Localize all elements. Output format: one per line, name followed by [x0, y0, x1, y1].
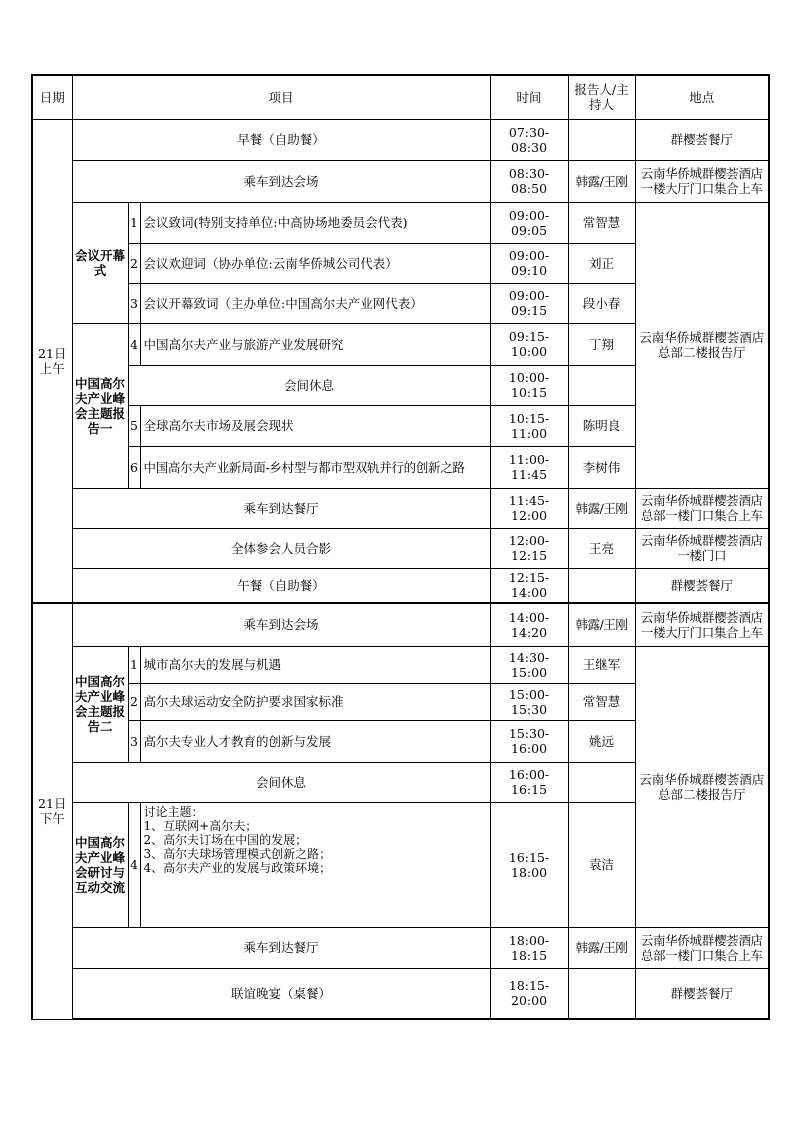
header-item: 项目 [72, 75, 490, 119]
row-time: 15:30-16:00 [490, 720, 568, 762]
table-row [32, 528, 769, 568]
table-row [32, 202, 769, 243]
row-item: 会间休息 [72, 762, 490, 802]
row-person: 韩露/王刚 [568, 160, 635, 202]
row-number: 6 [128, 446, 140, 488]
row-person: 韩露/王刚 [568, 603, 635, 646]
row-item: 高尔夫专业人才教育的创新与发展 [140, 720, 490, 762]
schedule-table [31, 74, 770, 1020]
row-person: 韩露/王刚 [568, 488, 635, 528]
discussion-line: 2、高尔夫订场在中国的发展； [143, 832, 308, 847]
row-person: 陈明良 [568, 405, 635, 446]
header-time: 时间 [490, 75, 568, 119]
row-person: 姚远 [568, 720, 635, 762]
row-person [568, 365, 635, 405]
row-person [568, 119, 635, 160]
row-time: 11:00-11:45 [490, 446, 568, 488]
row-item: 会议致词(特别支持单位:中高协场地委员会代表) [140, 202, 490, 243]
row-location: 云南华侨城群樱荟酒店一楼大厅门口集合上车 [635, 603, 769, 646]
row-person: 李树伟 [568, 446, 635, 488]
row-time: 12:00-12:15 [490, 528, 568, 568]
date-am: 21日上午 [32, 119, 72, 603]
row-item: 会间休息 [128, 365, 490, 405]
row-location: 群樱荟餐厅 [635, 568, 769, 603]
row-person: 王继军 [568, 646, 635, 683]
table-row [32, 160, 769, 202]
date-pm: 21日下午 [32, 603, 72, 1019]
discussion-line: 3、高尔夫球场管理模式创新之路； [143, 846, 332, 861]
row-time: 07:30-08:30 [490, 119, 568, 160]
group-opening: 会议开幕式 [72, 202, 128, 323]
row-item: 联谊晚宴（桌餐） [72, 968, 490, 1019]
row-item: 乘车到达餐厅 [72, 927, 490, 968]
table-row [32, 119, 769, 160]
row-time: 09:00-09:15 [490, 283, 568, 323]
row-item: 高尔夫球运动安全防护要求国家标准 [140, 683, 490, 720]
row-number: 2 [128, 243, 140, 283]
row-time: 09:00-09:10 [490, 243, 568, 283]
row-time: 14:30-15:00 [490, 646, 568, 683]
row-item: 午餐（自助餐） [72, 568, 490, 603]
row-time: 11:45-12:00 [490, 488, 568, 528]
table-row [32, 646, 769, 683]
location-main-hall-pm: 云南华侨城群樱荟酒店总部二楼报告厅 [635, 646, 769, 927]
row-number: 3 [128, 283, 140, 323]
row-number: 4 [128, 802, 140, 927]
row-item: 乘车到达餐厅 [72, 488, 490, 528]
header-reporter: 报告人/主持人 [568, 75, 635, 119]
header-location: 地点 [635, 75, 769, 119]
row-person: 常智慧 [568, 202, 635, 243]
row-item: 乘车到达会场 [72, 160, 490, 202]
row-person: 袁洁 [568, 802, 635, 927]
row-time: 18:15-20:00 [490, 968, 568, 1019]
row-number: 2 [128, 683, 140, 720]
row-number: 3 [128, 720, 140, 762]
row-item: 会议开幕致词（主办单位:中国高尔夫产业网代表） [140, 283, 490, 323]
row-time: 10:00-10:15 [490, 365, 568, 405]
table-row [32, 488, 769, 528]
row-location: 云南华侨城群樱荟酒店总部一楼门口集合上车 [635, 488, 769, 528]
row-time: 10:15-11:00 [490, 405, 568, 446]
row-time: 18:00-18:15 [490, 927, 568, 968]
row-location: 云南华侨城群樱荟酒店一楼大厅门口集合上车 [635, 160, 769, 202]
row-item: 全球高尔夫市场及展会现状 [140, 405, 490, 446]
group-report-2: 中国高尔夫产业峰会主题报告二 [72, 646, 128, 762]
row-person [568, 968, 635, 1019]
row-item: 早餐（自助餐） [72, 119, 490, 160]
row-number: 4 [128, 323, 140, 365]
row-number: 1 [128, 202, 140, 243]
row-person: 常智慧 [568, 683, 635, 720]
row-item: 城市高尔夫的发展与机遇 [140, 646, 490, 683]
row-item: 会议欢迎词（协办单位:云南华侨城公司代表） [140, 243, 490, 283]
row-location: 群樱荟餐厅 [635, 968, 769, 1019]
row-person [568, 762, 635, 802]
row-time: 15:00-15:30 [490, 683, 568, 720]
table-row [32, 568, 769, 603]
row-item: 全体参会人员合影 [72, 528, 490, 568]
location-main-hall-am: 云南华侨城群樱荟酒店总部二楼报告厅 [635, 202, 769, 488]
row-number: 5 [128, 405, 140, 446]
row-location: 云南华侨城群樱荟酒店一楼门口 [635, 528, 769, 568]
row-time: 12:15-14:00 [490, 568, 568, 603]
row-person: 刘正 [568, 243, 635, 283]
row-time: 09:15-10:00 [490, 323, 568, 365]
row-person [568, 568, 635, 603]
row-time: 08:30-08:50 [490, 160, 568, 202]
group-discussion: 中国高尔夫产业峰会研讨与互动交流 [72, 802, 128, 927]
row-person: 韩露/王刚 [568, 927, 635, 968]
row-time: 16:15-18:00 [490, 802, 568, 927]
discussion-line: 4、高尔夫产业的发展与政策环境； [143, 860, 332, 875]
row-item: 乘车到达会场 [72, 603, 490, 646]
table-row [32, 927, 769, 968]
row-time: 09:00-09:05 [490, 202, 568, 243]
discussion-line: 讨论主题： [143, 804, 204, 819]
row-location: 群樱荟餐厅 [635, 119, 769, 160]
table-row [32, 603, 769, 646]
discussion-line: 1、互联网+高尔夫； [143, 818, 258, 833]
row-item: 中国高尔夫产业新局面-乡村型与都市型双轨并行的创新之路 [140, 446, 490, 488]
row-location: 云南华侨城群樱荟酒店总部一楼门口集合上车 [635, 927, 769, 968]
row-person: 王亮 [568, 528, 635, 568]
row-time: 16:00-16:15 [490, 762, 568, 802]
table-row [32, 968, 769, 1019]
row-number: 1 [128, 646, 140, 683]
header-row [32, 75, 769, 119]
row-item: 中国高尔夫产业与旅游产业发展研究 [140, 323, 490, 365]
row-person: 丁翔 [568, 323, 635, 365]
header-date: 日期 [32, 75, 72, 119]
discussion-topics [140, 802, 490, 927]
row-time: 14:00-14:20 [490, 603, 568, 646]
row-person: 段小春 [568, 283, 635, 323]
group-report-1: 中国高尔夫产业峰会主题报告一 [72, 323, 128, 488]
